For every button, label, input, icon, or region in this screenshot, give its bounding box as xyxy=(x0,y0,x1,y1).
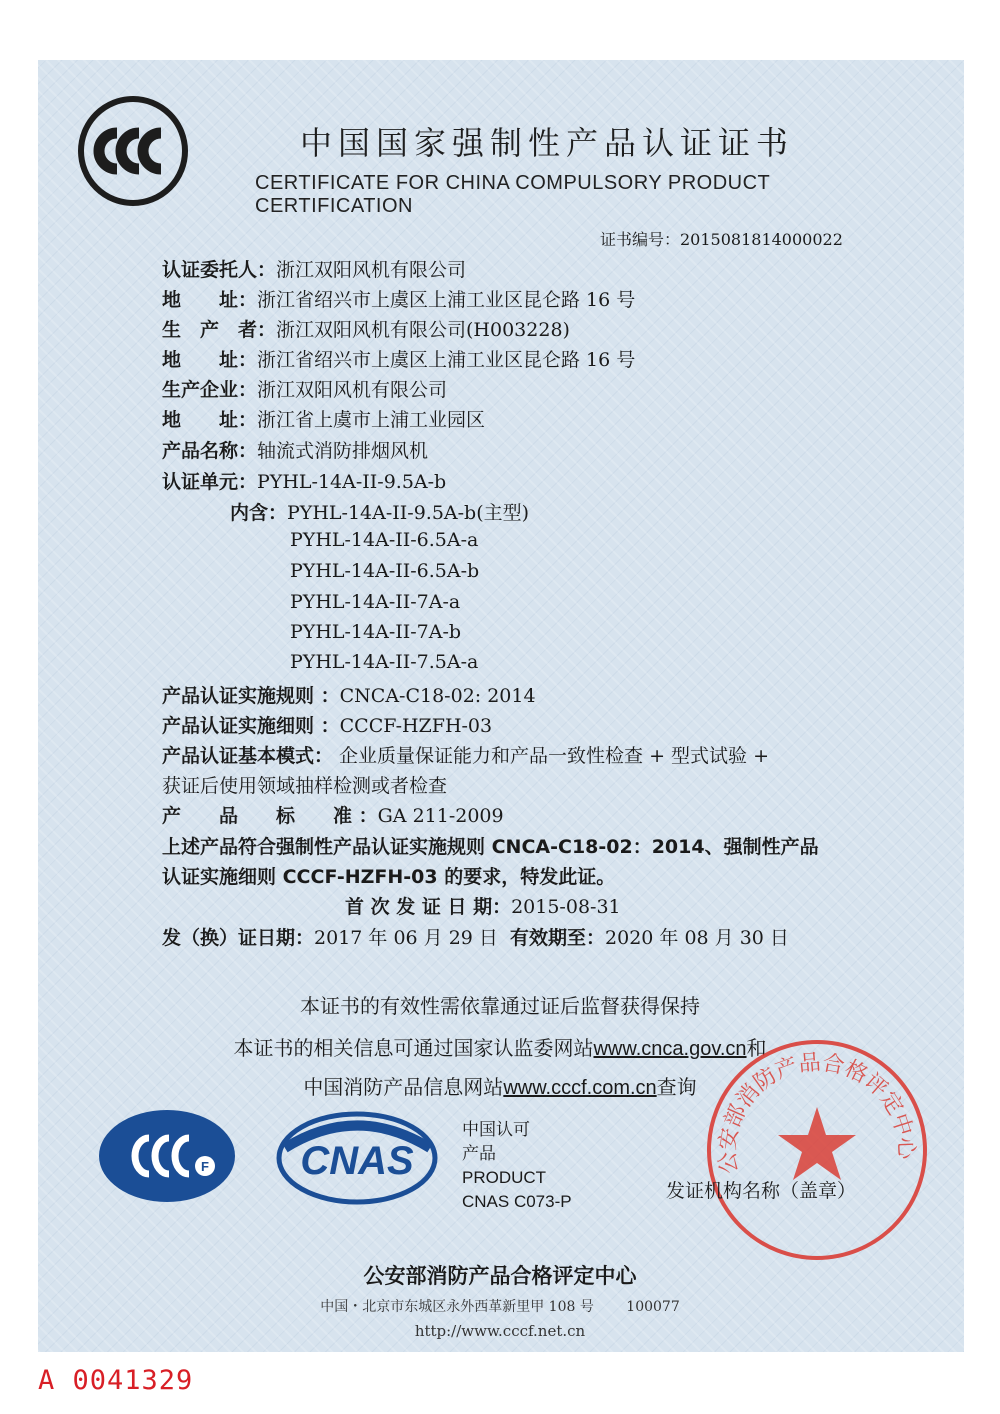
model-item: PYHL-14A-II-6.5A-b xyxy=(290,560,480,582)
unit-row xyxy=(162,467,446,494)
product-value: 轴流式消防排烟风机 xyxy=(257,440,429,462)
mode-value: 企业质量保证能力和产品一致性检查 + 型式试验 + xyxy=(333,745,770,767)
issue-label: 发（换）证日期： xyxy=(162,927,315,949)
valid-label: 有效期至： xyxy=(510,927,606,949)
address-value-2: 浙江省绍兴市上虞区上浦工业区昆仑路 16 号 xyxy=(257,349,636,371)
mode-value-2: 获证后使用领域抽样检测或者检查 xyxy=(162,775,448,797)
organization-url[interactable]: http://www.cccf.net.cn xyxy=(414,1322,586,1340)
factory-value: 浙江双阳风机有限公司 xyxy=(257,379,448,401)
issue-value: 2017 年 06 月 29 日 xyxy=(314,927,498,949)
address-value-1: 浙江省绍兴市上虞区上浦工业区昆仑路 16 号 xyxy=(257,289,636,311)
client-label: 认证委托人： xyxy=(162,259,277,281)
title-english: CERTIFICATE FOR CHINA COMPULSORY PRODUCT CERTIFICATION xyxy=(255,172,770,217)
unit-value: PYHL-14A-II-9.5A-b xyxy=(257,471,447,493)
valid-value: 2020 年 08 月 30 日 xyxy=(605,927,789,949)
cccf-link[interactable]: www.cccf.com.cn xyxy=(503,1077,657,1099)
factory-row xyxy=(162,375,447,402)
address-label-1: 地 址： xyxy=(162,289,258,311)
notice-line-3-tail: 查询 xyxy=(656,1075,697,1099)
address-row-1 xyxy=(162,285,635,312)
model-item: PYHL-14A-II-7.5A-a xyxy=(290,651,479,673)
notice-line-1: 本证书的有效性需依靠通过证后监督获得保持 xyxy=(300,994,700,1018)
first-issue-value: 2015-08-31 xyxy=(511,896,621,918)
ccc-logo xyxy=(77,95,189,207)
organization-name: 公安部消防产品合格评定中心 xyxy=(363,1264,637,1288)
details-label: 产品认证实施细则 ： xyxy=(162,715,340,737)
notice-line-2-tail: 和 xyxy=(746,1036,767,1060)
client-value: 浙江双阳风机有限公司 xyxy=(276,259,467,281)
notice-line-2-text: 本证书的相关信息可通过国家认监委网站 xyxy=(233,1036,594,1060)
model-item: PYHL-14A-II-9.5A-b(主型) xyxy=(287,502,530,524)
address-value-3: 浙江省上虞市上浦工业园区 xyxy=(257,409,486,431)
certificate-number: 证书编号：2015081814000022 xyxy=(600,230,843,249)
notice-line-3-text: 中国消防产品信息网站 xyxy=(303,1075,504,1099)
manufacturer-row xyxy=(162,315,570,342)
address-label-3: 地 址： xyxy=(162,409,258,431)
cnas-line: PRODUCT xyxy=(462,1168,547,1187)
cnca-link[interactable]: www.cnca.gov.cn xyxy=(593,1038,747,1060)
cnas-line: 中国认可 xyxy=(462,1120,530,1139)
statement-line-1: 上述产品符合强制性产品认证实施规则 CNCA-C18-02：2014、强制性产品 xyxy=(162,836,819,858)
model-item: PYHL-14A-II-7A-a xyxy=(290,591,461,613)
cnas-line: 产品 xyxy=(462,1144,496,1163)
address-row-3 xyxy=(162,405,485,432)
cnas-accreditation xyxy=(462,1118,572,1214)
mode-row-continued xyxy=(162,771,447,798)
cnas-line: CNAS C073-P xyxy=(462,1192,572,1211)
client-row xyxy=(162,255,466,282)
manufacturer-value: 浙江双阳风机有限公司(H003228) xyxy=(276,319,570,341)
address-row-2 xyxy=(162,345,635,372)
details-value: CCCF-HZFH-03 xyxy=(339,715,493,737)
factory-label: 生产企业： xyxy=(162,379,258,401)
details-row xyxy=(162,711,492,738)
manufacturer-label: 生 产 者： xyxy=(162,319,277,341)
model-item: PYHL-14A-II-7A-b xyxy=(290,621,462,643)
organization-address: 中国・北京市东城区永外西革新里甲 108 号 100077 xyxy=(320,1299,680,1315)
statement-line-2: 认证实施细则 CCCF-HZFH-03 的要求，特发此证。 xyxy=(162,866,616,888)
title-chinese: 中国国家强制性产品认证证书 xyxy=(300,124,795,162)
first-issue-row xyxy=(345,892,621,919)
address-label-2: 地 址： xyxy=(162,349,258,371)
cnas-logo xyxy=(275,1108,440,1208)
cccf-f-letter: F xyxy=(201,1159,209,1174)
seal-text: 公安部消防产品合格评定中心 xyxy=(715,1050,919,1176)
standard-row xyxy=(162,801,504,828)
issue-row xyxy=(162,923,789,950)
model-item: PYHL-14A-II-6.5A-a xyxy=(290,529,479,551)
first-issue-label: 首 次 发 证 日 期： xyxy=(345,896,512,918)
standard-value: GA 211-2009 xyxy=(377,805,504,827)
rules-row xyxy=(162,681,536,708)
contains-row xyxy=(230,498,529,525)
mode-label: 产品认证基本模式： xyxy=(162,745,334,767)
contains-label: 内含： xyxy=(230,502,288,524)
mode-row xyxy=(162,741,769,768)
cccf-logo xyxy=(97,1108,237,1204)
serial-number: A 0041329 xyxy=(38,1365,194,1396)
official-seal xyxy=(702,1035,932,1265)
standard-label: 产 品 标 准 ： xyxy=(162,805,378,827)
product-label: 产品名称： xyxy=(162,440,258,462)
cnas-logo-text: CNAS xyxy=(300,1139,414,1183)
rules-value: CNCA-C18-02: 2014 xyxy=(339,685,536,707)
issuer-label: 发证机构名称（盖章） xyxy=(666,1180,857,1202)
product-row xyxy=(162,436,428,463)
rules-label: 产品认证实施规则 ： xyxy=(162,685,340,707)
unit-label: 认证单元： xyxy=(162,471,258,493)
